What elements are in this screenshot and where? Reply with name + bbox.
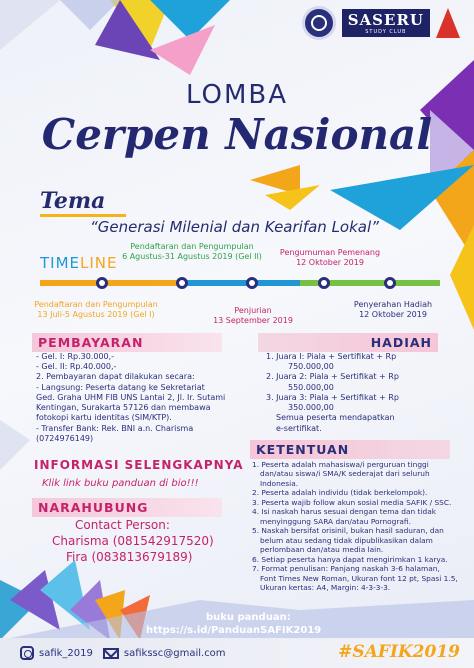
ketentuan-line: Ukuran kertas: A4, Margin: 4-3-3-3. bbox=[260, 583, 391, 593]
saseru-logo-text: SASERU bbox=[347, 11, 424, 29]
timeline-top-2-date: 12 Oktober 2019 bbox=[296, 258, 364, 267]
timeline-segment-2 bbox=[180, 280, 300, 286]
timeline-bottom-3-date: 12 Oktober 2019 bbox=[359, 310, 427, 319]
hadiah-line: 1. Juara I: Piala + Sertifikat + Rp bbox=[266, 352, 397, 361]
timeline-top-1 bbox=[112, 242, 272, 262]
instagram-handle[interactable] bbox=[20, 646, 93, 660]
hadiah-line: 2. Juara 2: Piala + Sertifikat + Rp bbox=[266, 372, 399, 382]
ketentuan-line: perlombaan dan/atau media lain. bbox=[260, 545, 384, 555]
email-contact[interactable] bbox=[103, 648, 226, 659]
pembayaran-line: 2. Pembayaran dapat dilakukan secara: bbox=[36, 372, 195, 382]
informasi-heading: INFORMASI SELENGKAPNYA bbox=[34, 458, 244, 472]
contact-person-2[interactable]: Fira (083813679189) bbox=[66, 550, 193, 564]
panduan-label: buku panduan: bbox=[206, 612, 291, 623]
informasi-text: Klik link buku panduan di bio!!! bbox=[42, 478, 199, 489]
pembayaran-heading: PEMBAYARAN bbox=[32, 333, 222, 352]
timeline-bottom-2-date: 13 September 2019 bbox=[213, 316, 293, 325]
safik-logo bbox=[436, 8, 460, 38]
ketentuan-line: menyinggung SARA dan/atau Pornografi. bbox=[260, 516, 411, 526]
hadiah-line: 3. Juara 3: Piala + Sertifikat + Rp bbox=[266, 392, 399, 402]
timeline-bottom-3-title: Penyerahan Hadiah bbox=[353, 300, 433, 309]
contact-person-1[interactable]: Charisma (081542917520) bbox=[52, 534, 214, 548]
ketentuan-line: 2. Peserta adalah individu (tidak berkelompok). bbox=[252, 488, 428, 498]
ketentuan-line: 1. Peserta adalah mahasiswa/i perguruan tinggi bbox=[252, 460, 429, 469]
ketentuan-heading: KETENTUAN bbox=[250, 440, 450, 459]
hadiah-line: 550.000,00 bbox=[288, 382, 334, 392]
timeline-segment-1 bbox=[40, 280, 180, 286]
hadiah-line: e-sertifikat. bbox=[276, 423, 322, 433]
timeline-dot bbox=[176, 277, 188, 289]
timeline-dot bbox=[384, 277, 396, 289]
timeline-label-a: TIME bbox=[40, 254, 81, 272]
panduan-link[interactable]: https://s.id/PanduanSAFIK2019 bbox=[146, 625, 322, 636]
tema-underline bbox=[40, 214, 126, 217]
ketentuan-line: 5. Naskah bersifat orisinil, bukan hasil saduran, dan bbox=[252, 526, 444, 536]
timeline-bottom-1-title: Pendaftaran dan Pengumpulan bbox=[34, 300, 158, 309]
timeline-top-1-date: 6 Agustus-31 Agustus 2019 (Gel II) bbox=[122, 252, 262, 261]
timeline-dot bbox=[318, 277, 330, 289]
ketentuan-line: dan/atau siswa/i SMA/K sederajat dari seluruh bbox=[260, 469, 430, 479]
ketentuan-line: Indonesia. bbox=[260, 478, 299, 488]
hadiah-line: 350.000,00 bbox=[288, 403, 334, 413]
tema-label: Tema bbox=[40, 188, 106, 214]
timeline-bottom-2 bbox=[198, 306, 308, 326]
narahubung-heading: NARAHUBUNG bbox=[32, 498, 222, 517]
pembayaran-line: - Gel. I: Rp.30.000,- bbox=[36, 352, 115, 361]
timeline-label-b: LINE bbox=[80, 254, 118, 272]
hashtag: #SAFIK2019 bbox=[338, 642, 460, 662]
pembayaran-line: Kentingan, Surakarta 57126 dan membawa bbox=[36, 403, 211, 413]
email-text: safikssc@gmail.com bbox=[123, 647, 226, 659]
timeline-label bbox=[40, 254, 118, 272]
saseru-logo bbox=[342, 9, 430, 37]
timeline-bottom-1 bbox=[26, 300, 166, 320]
ketentuan-line: Font Times New Roman, Ukuran font 12 pt, Spasi 1.5, bbox=[260, 573, 458, 583]
ketentuan-line: 7. Format penulisan: Panjang naskah 3-6 halaman, bbox=[252, 564, 440, 574]
pembayaran-text bbox=[36, 352, 236, 444]
pembayaran-line: fotokopi kartu identitas (SIM/KTP). bbox=[36, 413, 172, 423]
pembayaran-line: - Gel. II: Rp.40.000,- bbox=[36, 362, 117, 372]
ketentuan-line: belum atau sedang tidak dipublikasikan dalam bbox=[260, 535, 433, 545]
timeline-top-2-title: Pengumuman Pemenang bbox=[279, 248, 381, 257]
timeline-bottom-2-title: Penjurian bbox=[234, 306, 272, 315]
timeline-dot bbox=[246, 277, 258, 289]
hadiah-heading-text: HADIAH bbox=[370, 335, 432, 350]
ketentuan-text bbox=[252, 460, 464, 593]
pembayaran-line: - Langsung: Peserta datang ke Sekretariat bbox=[36, 382, 205, 392]
timeline-bottom-3 bbox=[338, 300, 448, 320]
hadiah-line: Semua peserta mendapatkan bbox=[276, 413, 395, 423]
timeline-top-1-title: Pendaftaran dan Pengumpulan bbox=[130, 242, 254, 251]
hadiah-text bbox=[266, 352, 446, 434]
ketentuan-line: 6. Setiap peserta hanya dapat mengirimkan 1 karya. bbox=[252, 554, 448, 564]
instagram-text: safik_2019 bbox=[39, 647, 93, 659]
pembayaran-line: Ged. Graha UHM FIB UNS Lantai 2, Jl. Ir. Sutami bbox=[36, 392, 226, 402]
instagram-icon bbox=[20, 646, 34, 660]
logo-group bbox=[302, 6, 460, 40]
hadiah-heading bbox=[258, 333, 438, 352]
tema-quote: “Generasi Milenial dan Kearifan Lokal” bbox=[90, 218, 379, 236]
ketentuan-line: 3. Peserta wajib follow akun sosial media SAFIK / SSC. bbox=[252, 497, 452, 507]
ketentuan-line: 4. Isi naskah harus sesuai dengan tema dan tidak bbox=[252, 507, 437, 517]
pembayaran-line: (0724976149) bbox=[36, 433, 94, 443]
university-logo bbox=[302, 6, 336, 40]
saseru-logo-sub: STUDY CLUB bbox=[365, 29, 407, 35]
contact-person-label: Contact Person: bbox=[75, 518, 170, 532]
pembayaran-line: - Transfer Bank: Rek. BNI a.n. Charisma bbox=[36, 423, 194, 433]
timeline-top-2 bbox=[270, 248, 390, 268]
email-icon bbox=[103, 648, 119, 659]
hadiah-line: 750.000,00 bbox=[288, 362, 334, 372]
lomba-label: LOMBA bbox=[185, 80, 289, 110]
page-title: Cerpen Nasional bbox=[41, 110, 433, 159]
timeline-bottom-1-date: 13 Juli-5 Agustus 2019 (Gel I) bbox=[37, 310, 155, 319]
timeline-dot bbox=[96, 277, 108, 289]
